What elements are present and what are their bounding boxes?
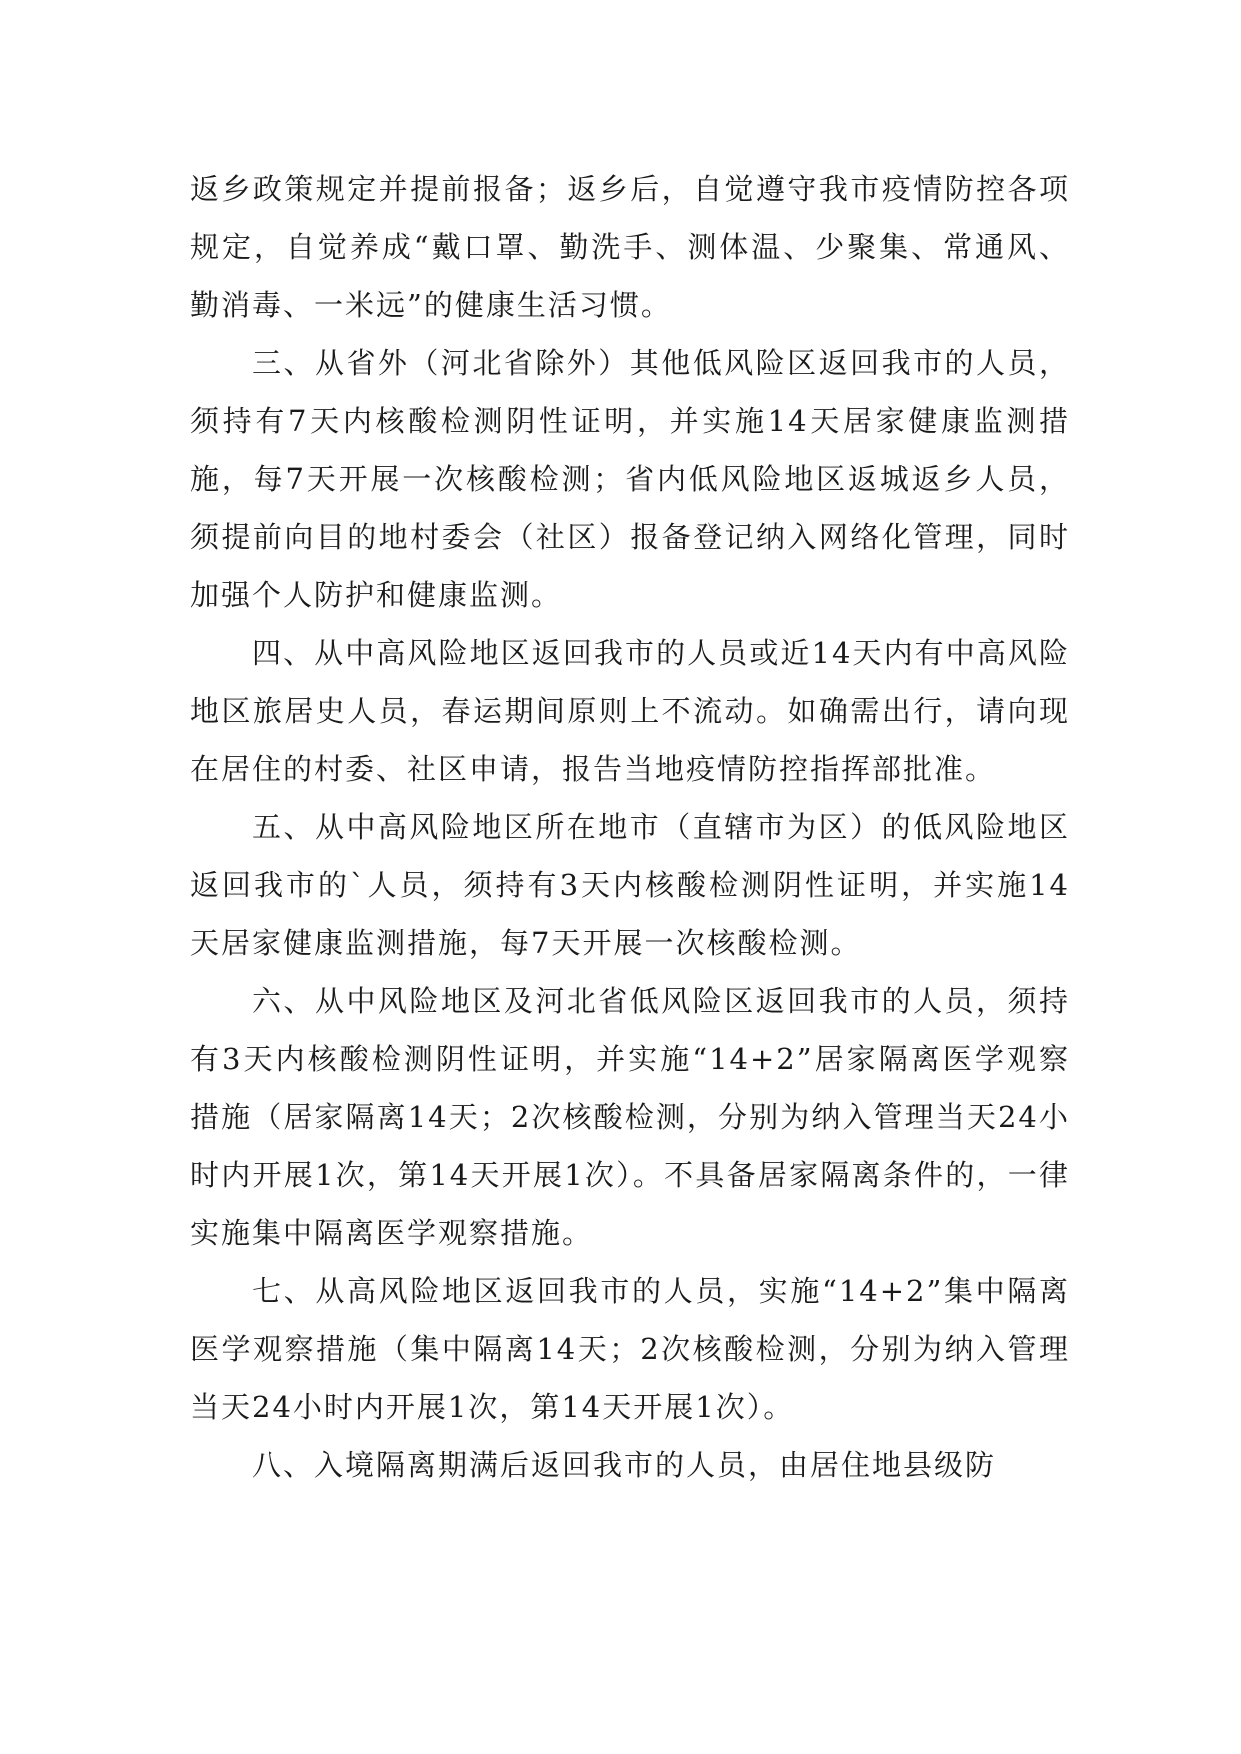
paragraph-item-7: 七、从高风险地区返回我市的人员，实施“14+2”集中隔离医学观察措施（集中隔离14天；2次核酸检测，分别为纳入管理当天24小时内开展1次，第14天开展1次）。 <box>190 1274 1070 1424</box>
paragraph-item-8: 八、入境隔离期满后返回我市的人员，由居住地县级防 <box>252 1448 997 1482</box>
paragraph-item-5: 五、从中高风险地区所在地市（直辖市为区）的低风险地区返回我市的`人员，须持有3天内核酸检测阴性证明，并实施14天居家健康监测措施，每7天开展一次核酸检测。 <box>190 810 1070 960</box>
paragraph-continuation: 返乡政策规定并提前报备；返乡后，自觉遵守我市疫情防控各项规定，自觉养成“戴口罩、勤洗手、测体温、少聚集、常通风、勤消毒、一米远”的健康生活习惯。 <box>190 172 1070 322</box>
paragraph-item-6: 六、从中风险地区及河北省低风险区返回我市的人员，须持有3天内核酸检测阴性证明，并实施“14+2”居家隔离医学观察措施（居家隔离14天；2次核酸检测，分别为纳入管理当天24小时内开展1次，第14天开展1次）。不具备居家隔离条件的，一律实施集中隔离医学观察措施。 <box>190 984 1070 1250</box>
document-body <box>190 160 1070 1494</box>
paragraph-item-3: 三、从省外（河北省除外）其他低风险区返回我市的人员，须持有7天内核酸检测阴性证明，并实施14天居家健康监测措施，每7天开展一次核酸检测；省内低风险地区返城返乡人员，须提前向目的地村委会（社区）报备登记纳入网络化管理，同时加强个人防护和健康监测。 <box>190 346 1070 612</box>
paragraph-item-4: 四、从中高风险地区返回我市的人员或近14天内有中高风险地区旅居史人员，春运期间原则上不流动。如确需出行，请向现在居住的村委、社区申请，报告当地疫情防控指挥部批准。 <box>190 636 1070 786</box>
